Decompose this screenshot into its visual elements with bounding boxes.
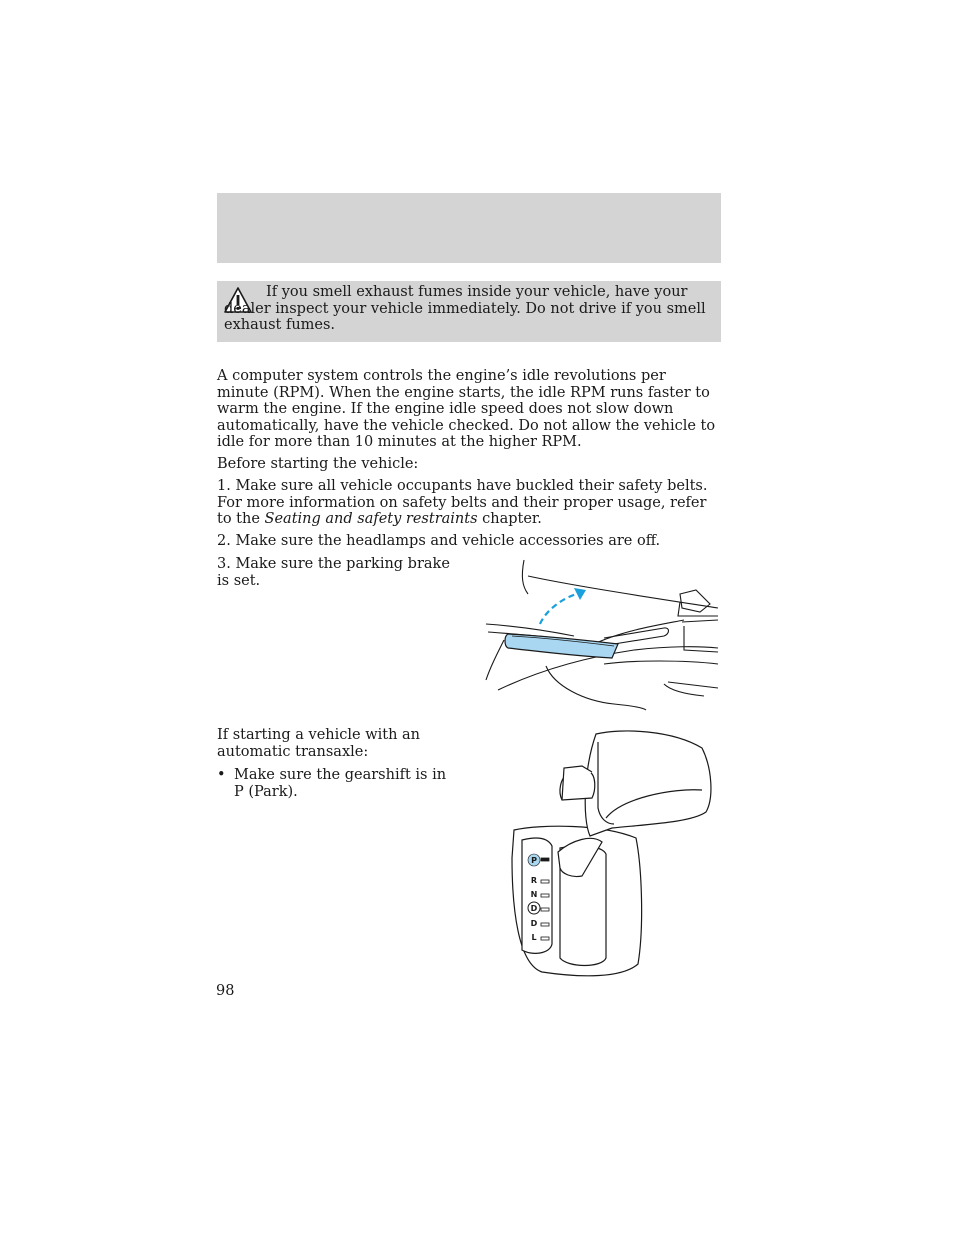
gear-label-drive: D (530, 919, 538, 928)
gear-label-reverse: R (530, 876, 538, 885)
gear-label-neutral: N (530, 890, 538, 899)
automatic-transaxle-intro: If starting a vehicle with an automatic transaxle: (217, 727, 420, 760)
step-1-suffix: chapter. (482, 511, 542, 527)
gear-label-park: P (531, 856, 537, 865)
page-number: 98 (216, 983, 235, 999)
warning-box (217, 281, 721, 342)
chapter-reference: Seating and safety restraints (264, 511, 478, 527)
bullet-symbol: • (217, 767, 226, 783)
step-1-text: 1. Make sure all vehicle occupants have buckled their safety belts. For more information on safety belts and their proper usage, refer to the (217, 478, 708, 527)
before-starting-heading: Before starting the vehicle: (217, 456, 419, 472)
step-3-paragraph: 3. Make sure the parking brake is set. (217, 556, 450, 589)
step-2-paragraph: 2. Make sure the headlamps and vehicle accessories are off. (217, 533, 661, 549)
parking-brake-illustration (484, 556, 720, 712)
section-header-band (217, 193, 721, 263)
bullet-text: Make sure the gearshift is in P (Park). (234, 767, 447, 800)
step-1-paragraph (217, 478, 717, 528)
idle-speed-paragraph: A computer system controls the engine’s idle revolutions per minute (RPM). When the engine starts, the idle RPM runs faster to warm the engine. If the engine idle speed does not slow down automatically, have the vehicle checked. Do not allow the vehicle to idle for more than 10 minutes at the higher RPM. (217, 368, 716, 450)
gearshift-illustration (502, 728, 714, 978)
gear-label-low: L (531, 933, 537, 942)
warning-text: If you smell exhaust fumes inside your vehicle, have your dealer inspect your vehicle immediately. Do not drive if you smell exhaust fumes. (224, 284, 706, 333)
gearshift-bullet (217, 767, 453, 800)
gear-label-overdrive: D (530, 904, 538, 913)
